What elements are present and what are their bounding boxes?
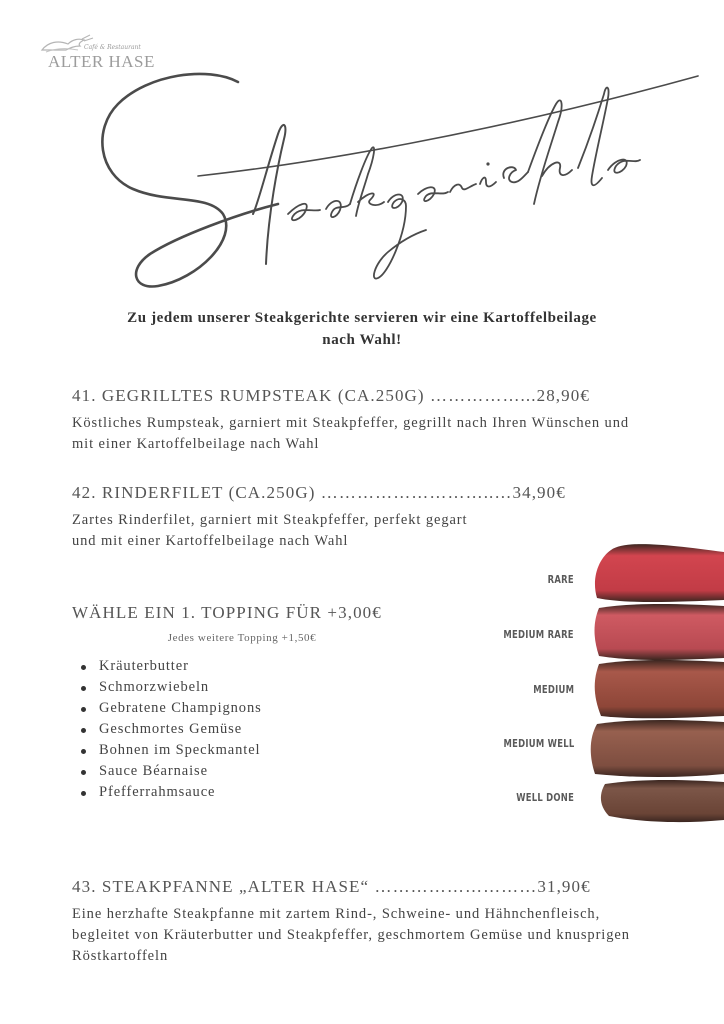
intro-text: Zu jedem unserer Steakgerichte servieren wir eine Kartoffelbeilage nach Wahl! [127, 310, 597, 348]
topping-list [78, 656, 262, 803]
topping-title: WÄHLE EIN 1. TOPPING FÜR +3,00€ [72, 603, 382, 622]
topping-note: Jedes weitere Topping +1,50€ [167, 632, 317, 644]
list-item: Kräuterbutter [78, 656, 262, 677]
dish-42-description [72, 510, 652, 552]
steak-slice-medium [595, 660, 724, 718]
list-item: Gebratene Champignons [78, 698, 262, 719]
dish-41-description: Köstliches Rumpsteak, garniert mit Steakpfeffer, gegrillt nach Ihren Wünschen und mit einer Kartoffelbeilage nach Wahl [72, 415, 629, 452]
doneness-medium-rare-label: MEDIUM RARE [503, 628, 574, 641]
list-item: Sauce Béarnaise [78, 761, 262, 782]
dish-43-description: Eine herzhafte Steakpfanne mit zartem Rind-, Schweine- und Hähnchenfleisch, begleitet von Kräuterbutter und Steakpfeffer, geschmortem Gemüse und knusprigen Röstkartoffeln [72, 906, 630, 964]
page-title [88, 64, 708, 294]
logo-subtitle: Café & Restaurant [84, 44, 141, 51]
list-item: Geschmortes Gemüse [78, 719, 262, 740]
doneness-well-done-label: WELL DONE [516, 791, 574, 804]
list-item: Pfefferrahmsauce [78, 782, 262, 803]
steak-slice-rare [595, 544, 724, 602]
logo-name: ALTER HASE [48, 52, 155, 71]
dish-43-title: 43. STEAKPFANNE „ALTER HASE“ ………………………31,90€ [72, 877, 591, 896]
dish-42-title: 42. RINDERFILET (CA.250G) ………………………..…34,90€ [72, 483, 566, 502]
steak-slice-medium-well [591, 720, 724, 777]
steak-slice-medium-rare [595, 604, 724, 660]
doneness-medium-well-label: MEDIUM WELL [503, 737, 574, 750]
dish-42-description-line-2: und mit einer Kartoffelbeilage nach Wahl [72, 533, 349, 549]
doneness-rare-label: RARE [547, 573, 574, 586]
list-item: Bohnen im Speckmantel [78, 740, 262, 761]
dish-41-title: 41. GEGRILLTES RUMPSTEAK (CA.250G) ……………...28,90€ [72, 386, 590, 405]
list-item: Schmorzwiebeln [78, 677, 262, 698]
steak-doneness-image [585, 538, 724, 823]
dish-42-description-line-1: Zartes Rinderfilet, garniert mit Steakpfeffer, perfekt gegart [72, 512, 468, 528]
steak-slice-well-done [601, 780, 724, 822]
doneness-medium-label: MEDIUM [533, 683, 574, 696]
script-title-icon [88, 64, 708, 294]
